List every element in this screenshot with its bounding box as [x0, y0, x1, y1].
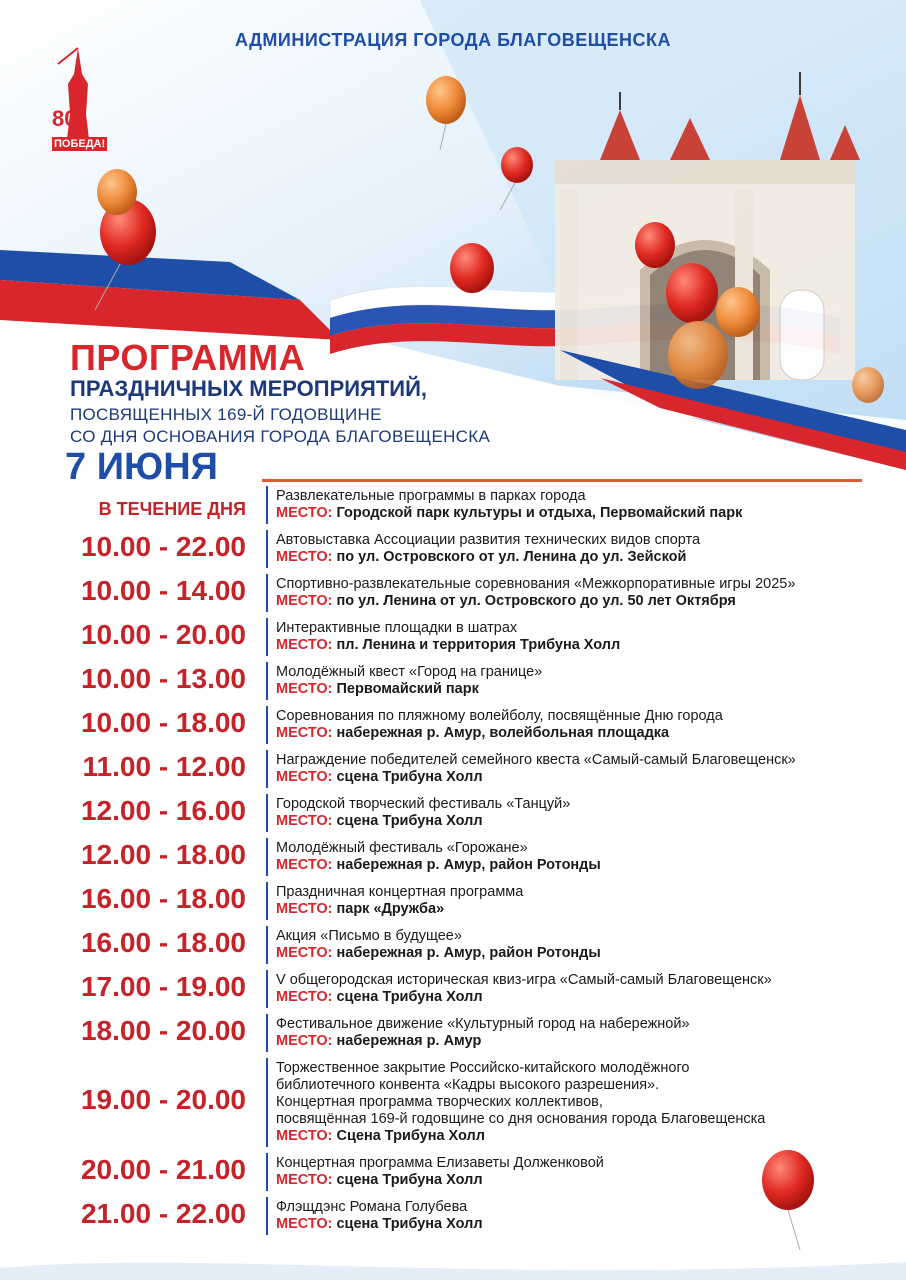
event-time: 10.00 - 14.00 — [80, 574, 246, 606]
place-value: парк «Дружба» — [332, 901, 445, 917]
place-label: МЕСТО: — [276, 1216, 333, 1232]
event-place — [276, 1216, 896, 1233]
event-description — [276, 884, 896, 918]
row-divider-bar — [266, 618, 268, 656]
place-label: МЕСТО: — [276, 637, 333, 653]
place-label: МЕСТО: — [276, 1033, 333, 1049]
schedule-row — [0, 970, 906, 1004]
event-time: 11.00 - 12.00 — [82, 750, 246, 782]
event-time: 10.00 - 22.00 — [80, 530, 246, 562]
program-title: ПРОГРАММА — [70, 337, 306, 378]
event-place — [276, 1172, 896, 1189]
row-divider-bar — [266, 1014, 268, 1052]
event-description — [276, 664, 896, 698]
event-description — [276, 1016, 896, 1050]
place-value: сцена Трибуна Холл — [332, 769, 483, 785]
event-description — [276, 972, 896, 1006]
event-place — [276, 945, 896, 962]
row-divider-bar — [266, 838, 268, 876]
event-title-line: Торжественное закрытие Российско-китайского молодёжного — [276, 1060, 690, 1076]
event-description — [276, 840, 896, 874]
event-place — [276, 857, 896, 874]
place-value: по ул. Островского от ул. Ленина до ул. Зейской — [332, 549, 687, 565]
schedule-row — [0, 1058, 906, 1143]
event-title-line: библиотечного конвента «Кадры высокого разрешения». — [276, 1077, 660, 1093]
row-divider-bar — [266, 926, 268, 964]
event-description — [276, 928, 896, 962]
event-description — [276, 796, 896, 830]
event-description — [276, 708, 896, 742]
row-divider-bar — [266, 662, 268, 700]
event-title-line: V общегородская историческая квиз-игра «Самый-самый Благовещенск» — [276, 972, 772, 988]
place-value: по ул. Ленина от ул. Островского до ул. 50 лет Октября — [332, 593, 736, 609]
place-label: МЕСТО: — [276, 989, 333, 1005]
schedule-row — [0, 1153, 906, 1187]
event-time: 16.00 - 18.00 — [80, 882, 246, 914]
event-title-line: Развлекательные программы в парках города — [276, 488, 586, 504]
row-divider-bar — [266, 750, 268, 788]
event-time: 10.00 - 13.00 — [80, 662, 246, 694]
event-title-line: Спортивно-развлекательные соревнования «Межкорпоративные игры 2025» — [276, 576, 796, 592]
event-title-line: Флэщдэнс Романа Голубева — [276, 1199, 468, 1215]
event-title-line: Праздничная концертная программа — [276, 884, 524, 900]
logo-word: ПОБЕДА! — [54, 138, 106, 150]
event-title-line: Концертная программа творческих коллективов, — [276, 1094, 603, 1110]
place-value: сцена Трибуна Холл — [332, 989, 483, 1005]
event-place — [276, 505, 896, 522]
place-label: МЕСТО: — [276, 1128, 333, 1144]
event-description — [276, 1060, 896, 1145]
row-divider-bar — [266, 1197, 268, 1235]
event-place — [276, 593, 896, 610]
event-time: 19.00 - 20.00 — [80, 1084, 246, 1116]
event-title-line: Автовыставка Ассоциации развития технических видов спорта — [276, 532, 701, 548]
place-label: МЕСТО: — [276, 813, 333, 829]
event-description — [276, 1155, 896, 1189]
event-description — [276, 488, 896, 522]
event-place — [276, 989, 896, 1006]
place-label: МЕСТО: — [276, 549, 333, 565]
event-title-line: Молодёжный фестиваль «Горожане» — [276, 840, 528, 856]
event-title-line: Соревнования по пляжному волейболу, посвящённые Дню города — [276, 708, 723, 724]
schedule-row — [0, 530, 906, 564]
place-value: набережная р. Амур, район Ротонды — [332, 945, 601, 961]
event-title-line: Молодёжный квест «Город на границе» — [276, 664, 543, 680]
event-title-line: Награждение победителей семейного квеста «Самый-самый Благовещенск» — [276, 752, 796, 768]
place-label: МЕСТО: — [276, 901, 333, 917]
place-value: Городской парк культуры и отдыха, Первомайский парк — [332, 505, 743, 521]
event-description — [276, 532, 896, 566]
schedule-row — [0, 662, 906, 696]
event-place — [276, 769, 896, 786]
schedule-row — [0, 882, 906, 916]
logo-number: 80 — [52, 106, 77, 131]
event-time: 18.00 - 20.00 — [80, 1014, 246, 1046]
place-value: набережная р. Амур — [332, 1033, 482, 1049]
schedule-row — [0, 486, 906, 520]
place-value: Первомайский парк — [332, 681, 479, 697]
event-description — [276, 620, 896, 654]
place-label: МЕСТО: — [276, 945, 333, 961]
place-value: Сцена Трибуна Холл — [332, 1128, 485, 1144]
event-time: 12.00 - 16.00 — [80, 794, 246, 826]
row-divider-bar — [266, 530, 268, 568]
program-dedication — [70, 404, 490, 448]
schedule-row — [0, 838, 906, 872]
event-title-line: Концертная программа Елизаветы Долженковой — [276, 1155, 604, 1171]
event-description — [276, 752, 896, 786]
event-time: 20.00 - 21.00 — [80, 1153, 246, 1185]
place-value: набережная р. Амур, район Ротонды — [332, 857, 601, 873]
dedication-line-1: ПОСВЯЩЕННЫХ 169-Й ГОДОВЩИНЕ — [70, 405, 382, 424]
event-description — [276, 576, 896, 610]
schedule-row — [0, 574, 906, 608]
event-place — [276, 1033, 896, 1050]
program-subtitle: ПРАЗДНИЧНЫХ МЕРОПРИЯТИЙ, — [70, 376, 428, 401]
place-value: сцена Трибуна Холл — [332, 813, 483, 829]
event-time: В ТЕЧЕНИЕ ДНЯ — [98, 498, 246, 519]
svg-text:▸▸ ▸: ▸▸ ▸ — [200, 267, 221, 280]
event-place — [276, 681, 896, 698]
schedule-row — [0, 750, 906, 784]
event-title-line: Интерактивные площадки в шатрах — [276, 620, 518, 636]
event-place — [276, 637, 896, 654]
event-time: 21.00 - 22.00 — [80, 1197, 246, 1229]
row-divider-bar — [266, 486, 268, 524]
event-place — [276, 813, 896, 830]
schedule-row — [0, 618, 906, 652]
event-time: 17.00 - 19.00 — [80, 970, 246, 1002]
row-divider-bar — [266, 706, 268, 744]
event-time: 10.00 - 20.00 — [80, 618, 246, 650]
schedule-row — [0, 1197, 906, 1231]
place-label: МЕСТО: — [276, 593, 333, 609]
row-divider-bar — [266, 574, 268, 612]
event-title-line: посвящённая 169-й годовщине со дня основания города Благовещенска — [276, 1111, 766, 1127]
schedule-row — [0, 794, 906, 828]
place-label: МЕСТО: — [276, 769, 333, 785]
schedule-top-line — [262, 479, 862, 482]
place-value: сцена Трибуна Холл — [332, 1172, 483, 1188]
event-place — [276, 725, 896, 742]
place-label: МЕСТО: — [276, 725, 333, 741]
event-title-line: Фестивальное движение «Культурный город на набережной» — [276, 1016, 690, 1032]
dedication-line-2: СО ДНЯ ОСНОВАНИЯ ГОРОДА БЛАГОВЕЩЕНСКА — [70, 427, 491, 446]
place-value: сцена Трибуна Холл — [332, 1216, 483, 1232]
event-time: 10.00 - 18.00 — [80, 706, 246, 738]
event-place — [276, 901, 896, 918]
row-divider-bar — [266, 882, 268, 920]
place-label: МЕСТО: — [276, 857, 333, 873]
schedule-row — [0, 1014, 906, 1048]
place-label: МЕСТО: — [276, 681, 333, 697]
event-date: 7 ИЮНЯ — [65, 446, 218, 488]
place-label: МЕСТО: — [276, 505, 333, 521]
row-divider-bar — [266, 1153, 268, 1191]
event-time: 16.00 - 18.00 — [80, 926, 246, 958]
place-value: набережная р. Амур, волейбольная площадка — [332, 725, 670, 741]
event-title-line: Городской творческий фестиваль «Танцуй» — [276, 796, 571, 812]
row-divider-bar — [266, 1058, 268, 1147]
event-place — [276, 549, 896, 566]
event-description — [276, 1199, 896, 1233]
schedule-row — [0, 926, 906, 960]
row-divider-bar — [266, 970, 268, 1008]
event-time: 12.00 - 18.00 — [80, 838, 246, 870]
schedule-row — [0, 706, 906, 740]
event-place — [276, 1128, 896, 1145]
row-divider-bar — [266, 794, 268, 832]
event-title-line: Акция «Письмо в будущее» — [276, 928, 462, 944]
place-label: МЕСТО: — [276, 1172, 333, 1188]
place-value: пл. Ленина и территория Трибуна Холл — [332, 637, 621, 653]
administration-header: АДМИНИСТРАЦИЯ ГОРОДА БЛАГОВЕЩЕНСКА — [234, 30, 672, 50]
